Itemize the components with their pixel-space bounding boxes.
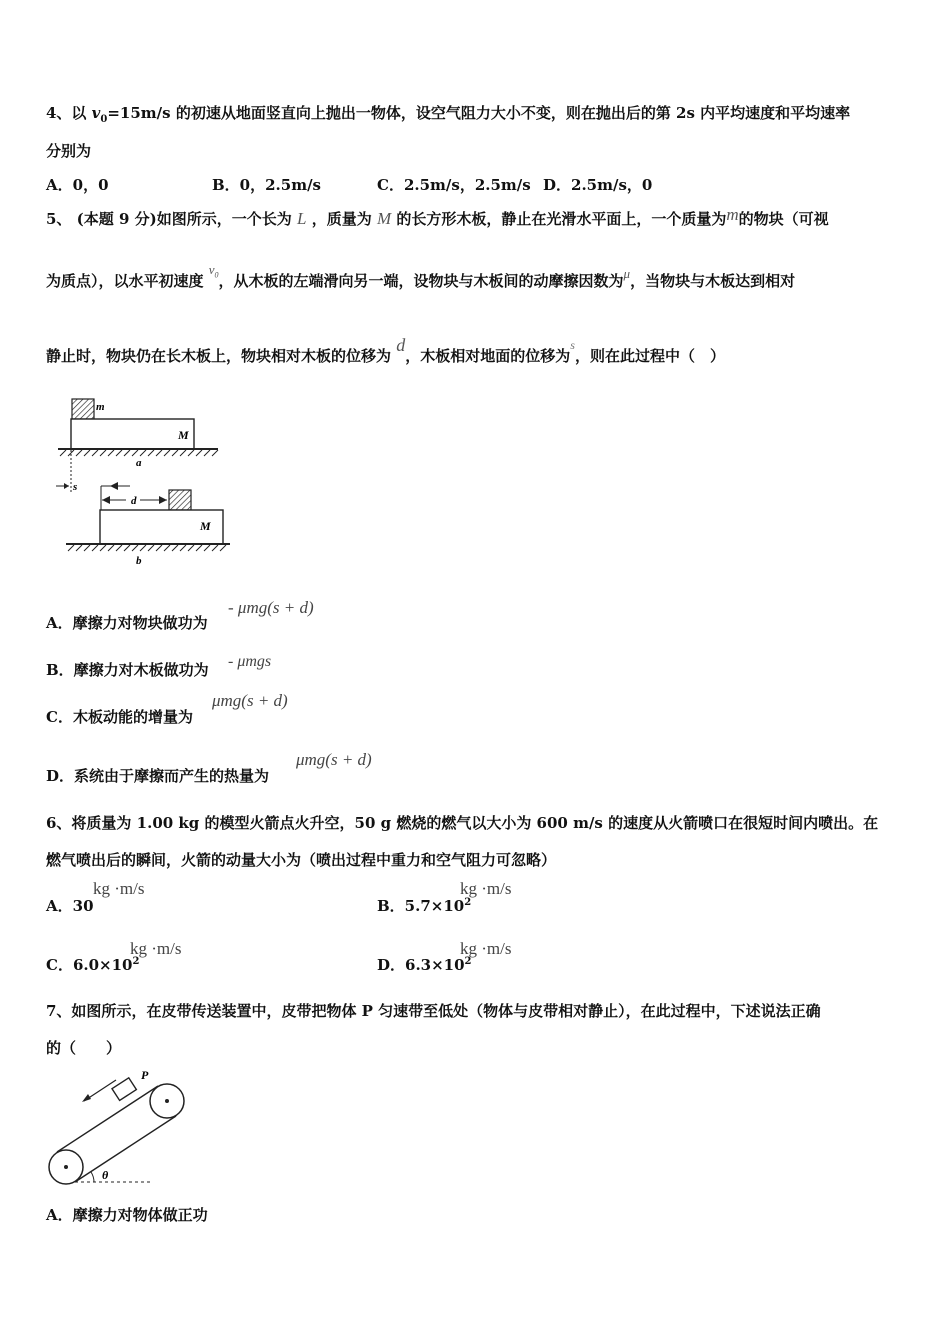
- q7-belt-figure: [42, 1064, 202, 1194]
- q4-option-a: A．0，0: [46, 176, 109, 194]
- q5-option-c: C．木板动能的增量为: [46, 708, 193, 726]
- q4-stem-line1: 4、以 $v_0=15m/s$ 的初速从地面竖直向上抛出一物体，设空气阻力大小不变，则在抛出后的第 2s 内平均速度和平均速率: [46, 104, 851, 125]
- q4-option-b: B．0，2.5m/s: [212, 176, 322, 194]
- label-p: P: [141, 1068, 149, 1082]
- label-M-a: M: [178, 428, 189, 442]
- q7-option-a: A．摩擦力对物体做正功: [46, 1206, 208, 1224]
- q6-option-c-unit: kg ·m/s: [130, 939, 182, 958]
- block-p: [112, 1078, 136, 1101]
- q5-option-b-expr: - μmgs: [228, 653, 272, 670]
- label-M-b: M: [200, 519, 211, 533]
- block-m-a: [72, 399, 94, 419]
- belt-bottom: [75, 1116, 176, 1182]
- label-d: d: [131, 495, 137, 507]
- q6-stem-line2: 燃气喷出后的瞬间，火箭的动量大小为（喷出过程中重力和空气阻力可忽略）: [46, 851, 557, 869]
- q5-stem-line2: 为质点），以水平初速度 $v_0$，从木板的左端滑向另一端，设物块与木板间的动摩擦因数为μ，当物块与木板达到相对: [46, 262, 796, 290]
- q4-option-c: C．2.5m/s，2.5m/s: [377, 176, 531, 194]
- q6-option-a-unit: kg ·m/s: [93, 879, 145, 898]
- q5-option-d-expr: μmg(s + d): [296, 750, 372, 769]
- q6-option-c: C．$6.0\times 10^2$: [46, 956, 140, 974]
- block-m-b: [169, 490, 191, 510]
- label-b: b: [136, 555, 142, 567]
- q5-figure: [52, 390, 232, 580]
- label-s: s: [73, 481, 78, 493]
- q6-option-d-unit: kg ·m/s: [460, 939, 512, 958]
- q5-option-b: B．摩擦力对木板做功为: [46, 661, 209, 679]
- q5-option-d: D．系统由于摩擦而产生的热量为: [46, 767, 270, 785]
- q5-option-a: A．摩擦力对物块做功为: [46, 614, 208, 632]
- q6-option-a: A．30: [46, 897, 94, 915]
- label-theta: θ: [102, 1168, 109, 1182]
- q5-stem-line1: 5、 (本题 9 分)如图所示，一个长为 L ，质量为 M 的长方形木板，静止在光滑水平面上，一个质量为m的物块（可视: [46, 205, 829, 228]
- q5-option-c-expr: μmg(s + d): [212, 691, 288, 710]
- label-a: a: [136, 457, 142, 469]
- q7-stem-line1: 7、如图所示，在皮带传送装置中，皮带把物体 P 匀速带至低处（物体与皮带相对静止），在此过程中，下述说法正确: [46, 1002, 821, 1020]
- q6-option-b: B．$5.7\times 10^2$: [377, 897, 472, 915]
- q5-stem-line3: 静止时，物块仍在长木板上，物块相对木板的位移为 d，木板相对地面的位移为$^s$，则在此过程中（ ）: [46, 335, 725, 365]
- board-M-a: [71, 419, 194, 449]
- q6-option-d: D．$6.3\times 10^2$: [377, 956, 472, 974]
- q6-stem-line1: 6、将质量为 1.00 kg 的模型火箭点火升空，50 g 燃烧的燃气以大小为 600 m/s 的速度从火箭喷口在很短时间内喷出。在: [46, 814, 879, 832]
- q4-option-d: D．2.5m/s，0: [543, 176, 653, 194]
- q6-option-b-unit: kg ·m/s: [460, 879, 512, 898]
- q4-stem-line2: 分别为: [46, 142, 92, 160]
- label-m: m: [96, 401, 105, 413]
- q7-stem-line2: 的（ ）: [46, 1039, 122, 1057]
- q5-option-a-expr: - μmg(s + d): [228, 598, 314, 617]
- belt-top: [57, 1086, 158, 1152]
